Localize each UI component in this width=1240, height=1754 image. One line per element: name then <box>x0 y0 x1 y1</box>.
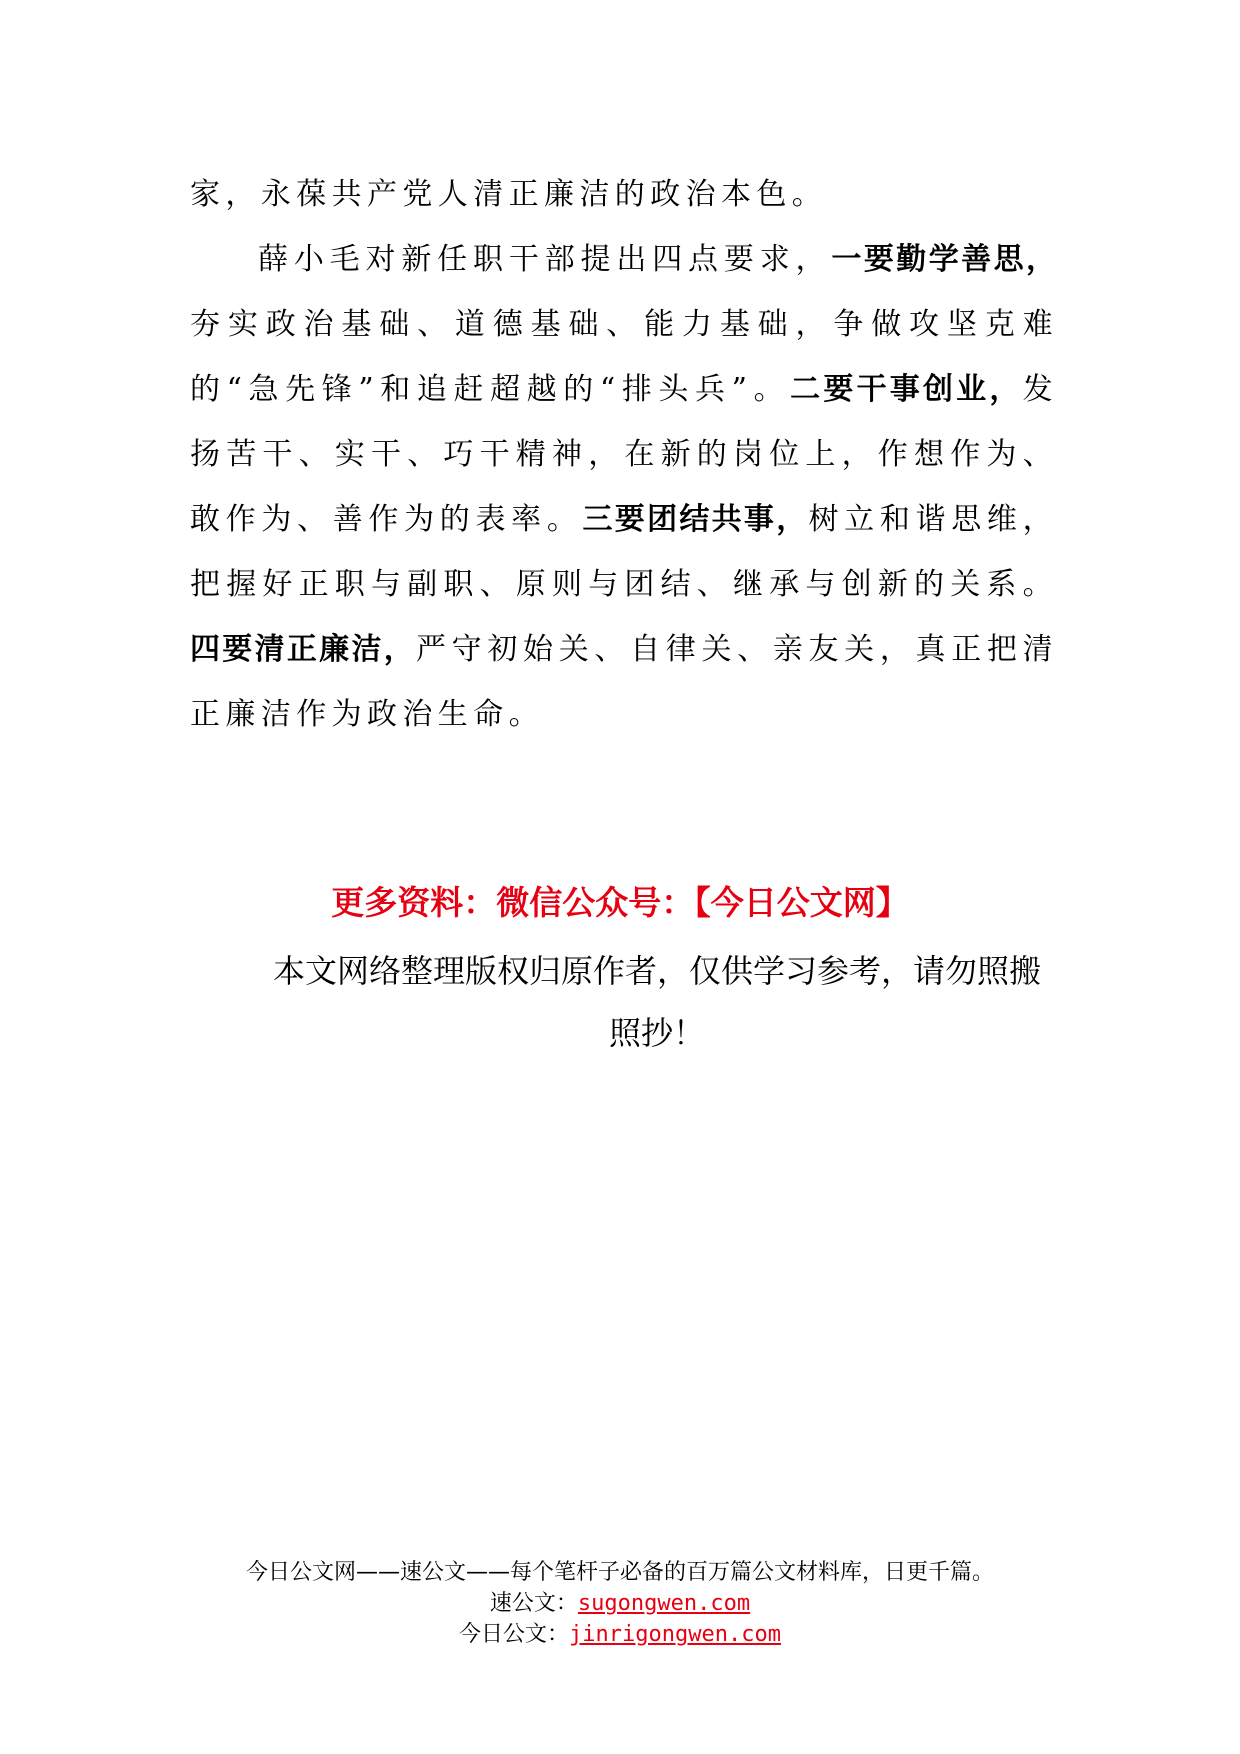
bold-run: 二要干事创业， <box>790 372 1023 407</box>
paragraph <box>190 227 1058 747</box>
footer-link-row-2 <box>0 1619 1240 1650</box>
text-run: 严守初始关、自律关、亲友关，真正把清正廉洁作为政治生命。 <box>190 632 1058 732</box>
copyright-notice: 本文网络整理版权归原作者，仅供学习参考，请勿照搬照抄！ <box>272 952 1041 1052</box>
footer-link1-label: 速公文： <box>489 1591 578 1616</box>
footer-link-row-1 <box>0 1588 1240 1619</box>
bold-run: 一要勤学善思， <box>831 242 1059 277</box>
text-run: 薛小毛对新任职干部提出四点要求， <box>258 242 832 277</box>
promo-banner: 更多资料：微信公众号：【今日公文网】 <box>331 883 909 922</box>
footer-link2-label: 今日公文： <box>459 1622 570 1647</box>
text-run: 夯实政治基础、道德基础、能力基础，争做攻坚克难的“急先锋”和追赶超越的“排头兵”。 <box>190 307 1058 407</box>
text-run: 发扬苦干、实干、巧干精神，在新的岗位上，作想作为、敢作为、善作为的表率。 <box>190 372 1058 537</box>
text-run: 树立和谐思维，把握好正职与副职、原则与团结、继承与创新的关系。 <box>190 502 1058 602</box>
page-footer <box>0 1557 1240 1650</box>
footer-tagline: 今日公文网——速公文——每个笔杆子必备的百万篇公文材料库，日更千篇。 <box>245 1560 994 1585</box>
bold-run: 三要团结共事， <box>582 502 809 537</box>
jinrigongwen-link[interactable]: jinrigongwen.com <box>569 1622 781 1647</box>
document-body <box>190 162 1058 747</box>
bold-run: 四要清正廉洁， <box>190 632 416 667</box>
text-run: 家，永葆共产党人清正廉洁的政治本色。 <box>190 177 828 212</box>
sugongwen-link[interactable]: sugongwen.com <box>577 1591 751 1616</box>
paragraph <box>190 162 1058 227</box>
